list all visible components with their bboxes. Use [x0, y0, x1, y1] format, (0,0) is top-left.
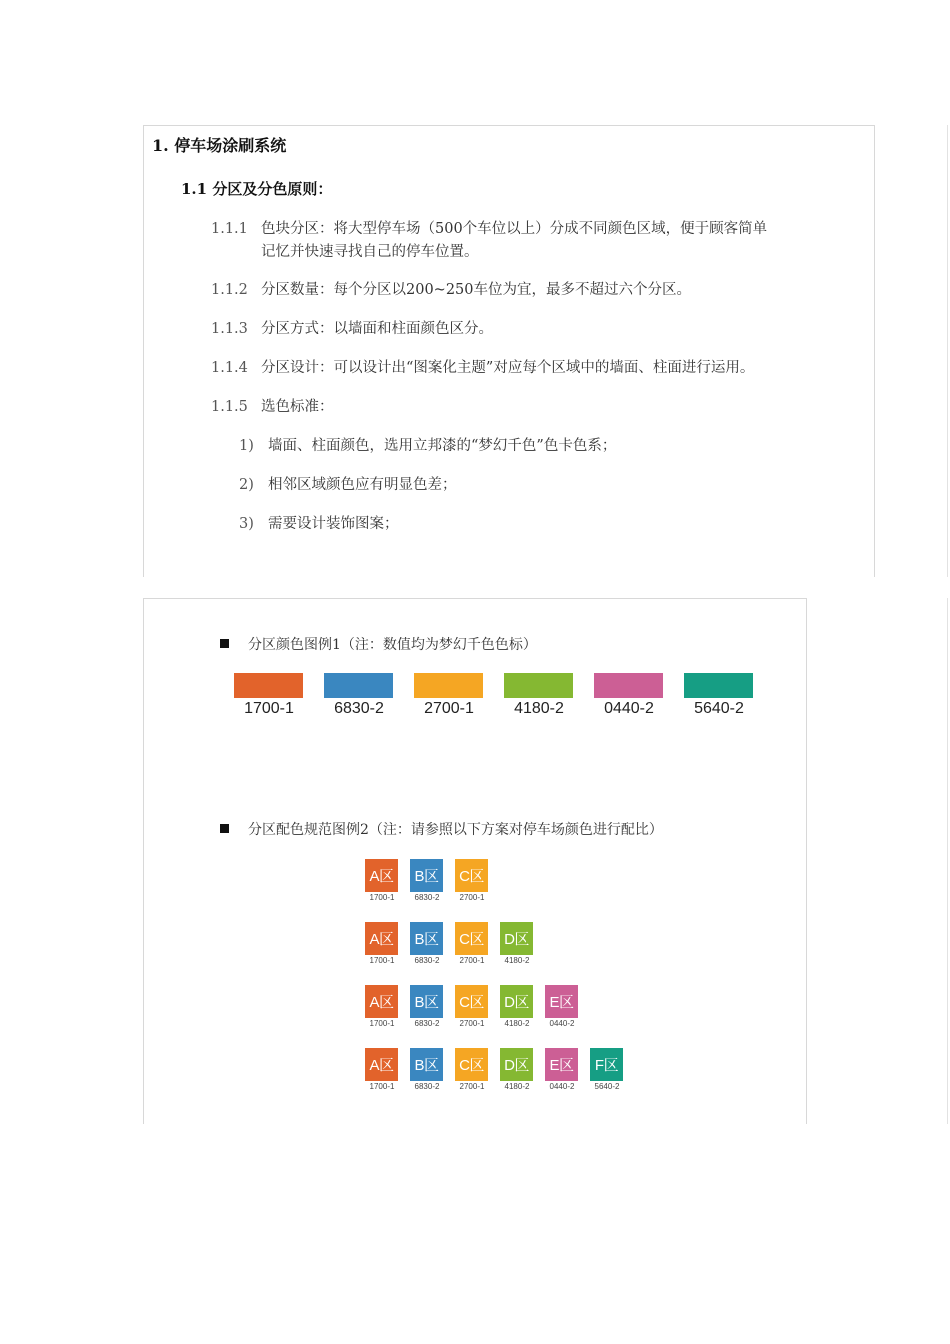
- color-swatch: [234, 673, 303, 698]
- zone-code: 5640-2: [594, 1082, 620, 1091]
- zone-code: 2700-1: [459, 1082, 485, 1091]
- zone-box: B区: [410, 859, 443, 892]
- swatch-code: 2700-1: [424, 700, 474, 717]
- zone-code: 6830-2: [414, 893, 440, 902]
- criteria-number: 3): [239, 516, 254, 532]
- criteria-item: [239, 473, 457, 494]
- zone-box: B区: [410, 922, 443, 955]
- criteria-item: [239, 512, 399, 533]
- zone-code: 1700-1: [369, 956, 395, 965]
- legend2-heading: [220, 819, 663, 839]
- zone-box: B区: [410, 1048, 443, 1081]
- zone-box: C区: [455, 859, 488, 892]
- zone-box: D区: [500, 1048, 533, 1081]
- zone-code: 0440-2: [549, 1019, 575, 1028]
- swatch-code: 1700-1: [244, 700, 294, 717]
- rule-text: 色块分区：将大型停车场（500个车位以上）分成不同颜色区域，便于顾客简单: [261, 221, 768, 237]
- swatch-code: 5640-2: [694, 700, 744, 717]
- square-bullet-icon: [220, 639, 229, 648]
- zone-box: A区: [365, 859, 398, 892]
- rule-number: 1.1.1: [211, 221, 248, 237]
- zone-code: 6830-2: [414, 956, 440, 965]
- zone-code: 0440-2: [549, 1082, 575, 1091]
- rule-number: 1.1.4: [211, 360, 248, 376]
- zone-code: 1700-1: [369, 1019, 395, 1028]
- rule-number: 1.1.3: [211, 321, 248, 337]
- color-swatch: [504, 673, 573, 698]
- rule-text: 分区方式：以墙面和柱面颜色区分。: [261, 321, 493, 337]
- section-subtitle: 1.1 分区及分色原则：: [181, 180, 333, 198]
- swatch-code: 4180-2: [514, 700, 564, 717]
- zone-code: 4180-2: [504, 1019, 530, 1028]
- color-swatch: [324, 673, 393, 698]
- criteria-text: 墙面、柱面颜色，选用立邦漆的“梦幻千色”色卡色系；: [268, 438, 617, 454]
- rule-number: 1.1.5: [211, 399, 248, 415]
- criteria-text: 需要设计装饰图案；: [268, 516, 399, 532]
- zone-box: C区: [455, 1048, 488, 1081]
- section-title: 1. 停车场涂刷系统: [152, 136, 287, 155]
- criteria-item: [239, 434, 616, 455]
- zone-box: B区: [410, 985, 443, 1018]
- color-swatch: [414, 673, 483, 698]
- zone-box: D区: [500, 922, 533, 955]
- rule-item: [211, 356, 754, 377]
- zone-code: 6830-2: [414, 1019, 440, 1028]
- zone-box: E区: [545, 1048, 578, 1081]
- swatch-code: 0440-2: [604, 700, 654, 717]
- zone-code: 4180-2: [504, 1082, 530, 1091]
- zone-box: A区: [365, 985, 398, 1018]
- rule-item: [211, 317, 493, 338]
- criteria-number: 1): [239, 438, 254, 454]
- rule-item: [211, 395, 334, 416]
- rule-item: [211, 278, 691, 299]
- color-swatch: [594, 673, 663, 698]
- page-edge-line: [947, 125, 948, 577]
- zone-box: E区: [545, 985, 578, 1018]
- rule-item: [211, 217, 767, 261]
- rule-text: 选色标准：: [261, 399, 334, 415]
- legend1-heading: [220, 634, 537, 654]
- legend2-label: 分区配色规范图例2（注：请参照以下方案对停车场颜色进行配比）: [248, 822, 663, 838]
- swatch-code: 6830-2: [334, 700, 384, 717]
- zone-code: 4180-2: [504, 956, 530, 965]
- color-swatch: [684, 673, 753, 698]
- rule-text-continued: 记忆并快速寻找自己的停车位置。: [261, 244, 479, 260]
- zone-box: A区: [365, 1048, 398, 1081]
- zone-box: F区: [590, 1048, 623, 1081]
- rule-text: 分区数量：每个分区以200~250车位为宜，最多不超过六个分区。: [261, 282, 691, 298]
- zone-code: 6830-2: [414, 1082, 440, 1091]
- rule-number: 1.1.2: [211, 282, 248, 298]
- rule-text: 分区设计：可以设计出“图案化主题”对应每个区域中的墙面、柱面进行运用。: [261, 360, 755, 376]
- square-bullet-icon: [220, 824, 229, 833]
- criteria-text: 相邻区域颜色应有明显色差；: [268, 477, 457, 493]
- page-edge-line: [947, 598, 948, 1124]
- zone-code: 2700-1: [459, 893, 485, 902]
- zone-code: 2700-1: [459, 1019, 485, 1028]
- zone-code: 1700-1: [369, 1082, 395, 1091]
- zone-box: A区: [365, 922, 398, 955]
- zone-code: 2700-1: [459, 956, 485, 965]
- legend1-label: 分区颜色图例1（注：数值均为梦幻千色色标）: [248, 637, 537, 653]
- zone-box: C区: [455, 985, 488, 1018]
- zone-box: C区: [455, 922, 488, 955]
- zone-code: 1700-1: [369, 893, 395, 902]
- zone-box: D区: [500, 985, 533, 1018]
- criteria-number: 2): [239, 477, 254, 493]
